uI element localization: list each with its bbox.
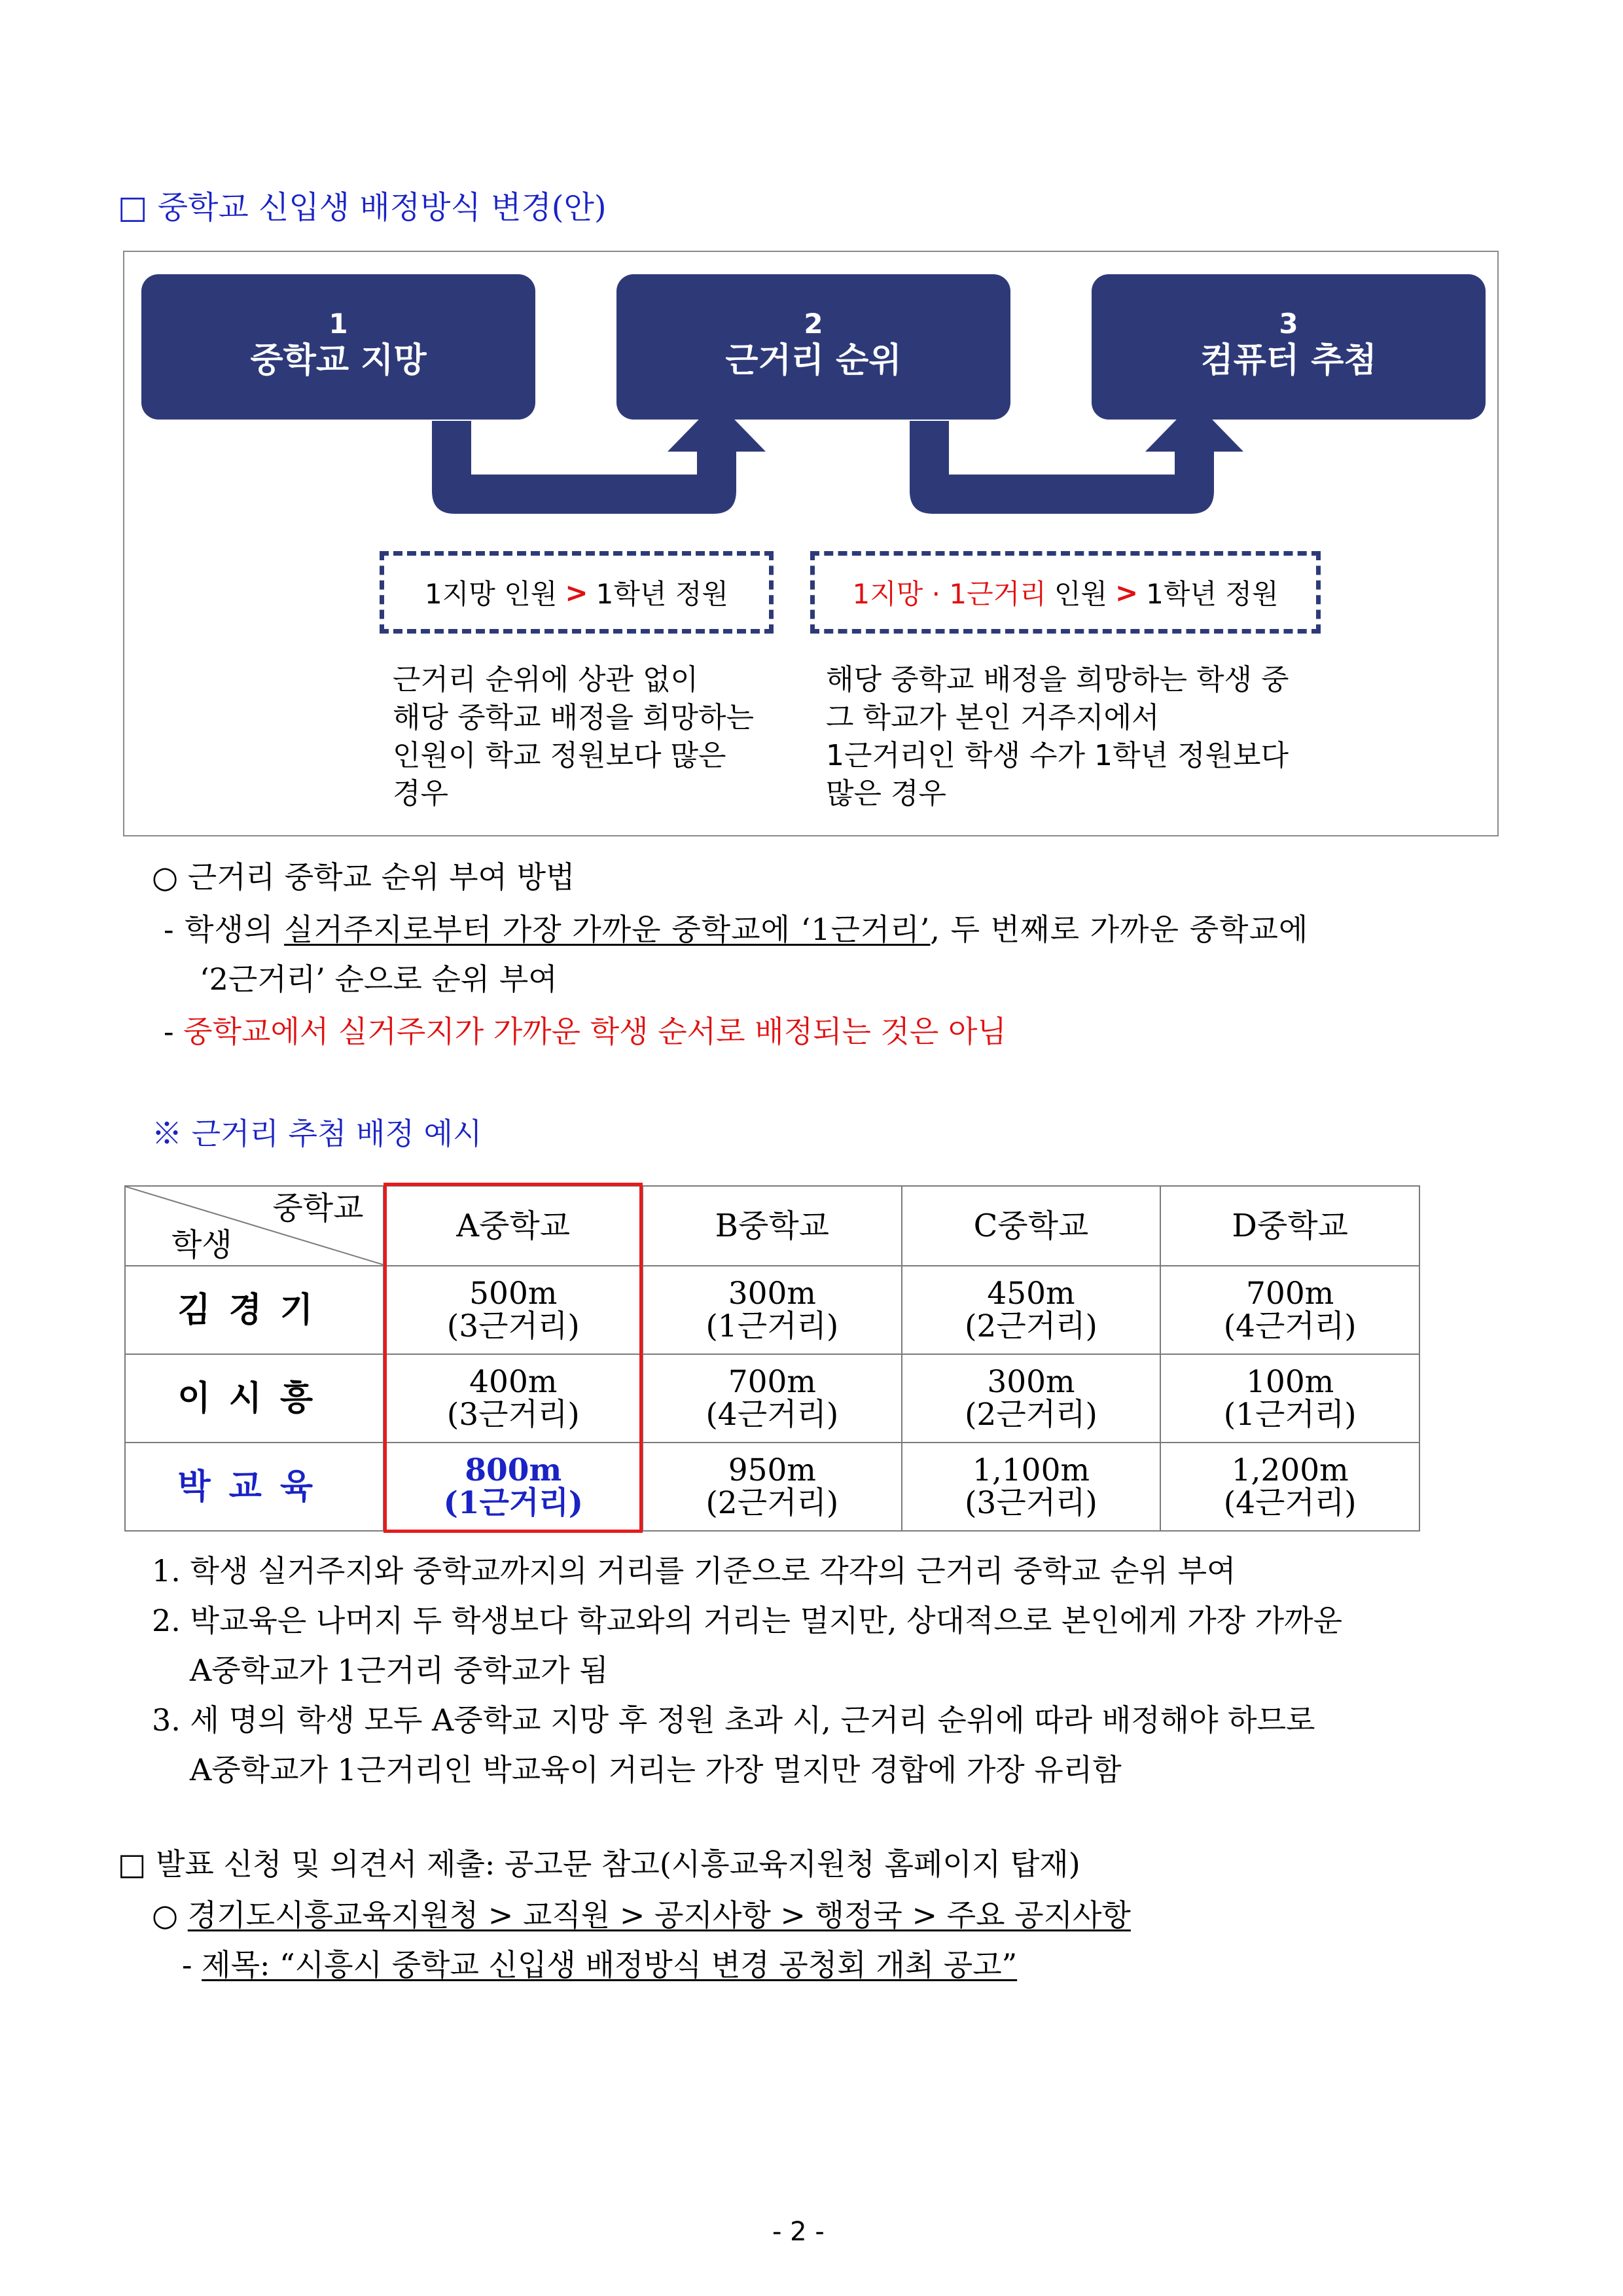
condition-left: 1지망 인원 [425, 578, 558, 610]
distance-cell: 1,200m (4근거리) [1160, 1443, 1419, 1531]
warning-text: 중학교에서 실거주지가 가까운 학생 순서로 배정되는 것은 아님 [183, 1014, 1007, 1049]
method-heading: ○ 근거리 중학교 순위 부여 방법 [152, 859, 575, 895]
distance-cell: 450m (2근거리) [902, 1266, 1161, 1354]
step-title: 중학교 지망 [250, 341, 427, 380]
section-2-title: □ 발표 신청 및 의견서 제출: 공고문 참고(시흥교육지원청 홈페이지 탑재) [118, 1846, 1080, 1882]
condition-box-1 [380, 551, 774, 634]
table-row [125, 1443, 1419, 1531]
note-3-continued: A중학교가 1근거리인 박교육이 거리는 가장 멀지만 경합에 가장 유리함 [190, 1752, 1122, 1787]
distance-cell: 500m (3근거리) [383, 1266, 643, 1354]
column-header: A중학교 [383, 1186, 643, 1266]
homepage-path: ○ 경기도시흥교육지원청 > 교직원 > 공지사항 > 행정국 > 주요 공지사항 [152, 1897, 1131, 1933]
condition-right: 1학년 정원 [1146, 578, 1279, 610]
arrow-1-to-2-icon [432, 401, 766, 514]
condition-box-2 [810, 551, 1321, 634]
distance-cell: 700m (4근거리) [1160, 1266, 1419, 1354]
distance-cell: 950m (2근거리) [643, 1443, 902, 1531]
method-line-3: - 중학교에서 실거주지가 가까운 학생 순서로 배정되는 것은 아님 [164, 1014, 1007, 1049]
greater-than-sign: > [565, 576, 588, 609]
column-header: D중학교 [1160, 1186, 1419, 1266]
distance-cell: 400m (3근거리) [383, 1354, 643, 1443]
page-number: - 2 - [772, 2217, 825, 2247]
greater-than-sign: > [1115, 576, 1139, 609]
highlight-box-column-a [383, 1183, 643, 1533]
note-2-continued: A중학교가 1근거리 중학교가 됨 [190, 1653, 609, 1688]
student-name: 김경기 [125, 1266, 383, 1354]
section-title: □ 중학교 신입생 배정방식 변경(안) [118, 189, 607, 226]
underlined-text: 실거주지로부터 가장 가까운 중학교에 ‘1근거리’ [284, 912, 931, 947]
distance-cell: 300m (1근거리) [643, 1266, 902, 1354]
condition-mid: 인원 [1054, 578, 1107, 610]
condition-left: 1지망 · 1근거리 [852, 578, 1046, 610]
corner-label-school: 중학교 [272, 1190, 364, 1227]
table-row [125, 1266, 1419, 1354]
step-number: 1 [329, 308, 348, 340]
assignment-flow-diagram [123, 251, 1499, 836]
distance-cell: 700m (4근거리) [643, 1354, 902, 1443]
flow-arrows [124, 252, 1499, 553]
table-corner-cell [125, 1186, 383, 1266]
condition-right: 1학년 정원 [596, 578, 728, 610]
distance-cell: 1,100m (3근거리) [902, 1443, 1161, 1531]
distance-cell-highlighted: 800m (1근거리) [383, 1443, 643, 1531]
example-title: ※ 근거리 추첨 배정 예시 [152, 1116, 482, 1151]
note-2: 2. 박교육은 나머지 두 학생보다 학교와의 거리는 멀지만, 상대적으로 본인에게 가장 가까운 [152, 1603, 1343, 1638]
distance-cell: 300m (2근거리) [902, 1354, 1161, 1443]
note-1: 1. 학생 실거주지와 중학교까지의 거리를 기준으로 각각의 근거리 중학교 순위 부여 [152, 1553, 1236, 1588]
corner-label-student: 학생 [171, 1227, 232, 1263]
distance-example-table [124, 1185, 1420, 1532]
student-name-highlighted: 박교육 [125, 1443, 383, 1531]
condition-description-2: 해당 중학교 배정을 희망하는 학생 중 그 학교가 본인 거주지에서 1근거리인 학생 수가 1학년 정원보다 많은 경우 [826, 663, 1289, 810]
step-title: 근거리 순위 [725, 341, 902, 380]
column-header: B중학교 [643, 1186, 902, 1266]
notice-subject: - 제목: “시흥시 중학교 신입생 배정방식 변경 공청회 개최 공고” [182, 1947, 1018, 1982]
step-title: 컴퓨터 추첨 [1200, 341, 1377, 380]
column-header: C중학교 [902, 1186, 1161, 1266]
note-3: 3. 세 명의 학생 모두 A중학교 지망 후 정원 초과 시, 근거리 순위에 따라 배정해야 하므로 [152, 1702, 1315, 1738]
method-line-2: ‘2근거리’ 순으로 순위 부여 [200, 961, 558, 997]
condition-description-1: 근거리 순위에 상관 없이 해당 중학교 배정을 희망하는 인원이 학교 정원보다 많은 경우 [393, 663, 755, 810]
student-name: 이시흥 [125, 1354, 383, 1443]
distance-cell: 100m (1근거리) [1160, 1354, 1419, 1443]
step-number: 3 [1279, 308, 1298, 340]
notice-subject-text: 제목: “시흥시 중학교 신입생 배정방식 변경 공청회 개최 공고” [202, 1947, 1018, 1982]
method-line-1: - 학생의 실거주지로부터 가장 가까운 중학교에 ‘1근거리’, 두 번째로 가까운 중학교에 [164, 912, 1309, 947]
step-number: 2 [804, 308, 823, 340]
table-row [125, 1354, 1419, 1443]
homepage-path-link[interactable]: 경기도시흥교육지원청 > 교직원 > 공지사항 > 행정국 > 주요 공지사항 [187, 1897, 1131, 1933]
arrow-2-to-3-icon [910, 401, 1243, 514]
